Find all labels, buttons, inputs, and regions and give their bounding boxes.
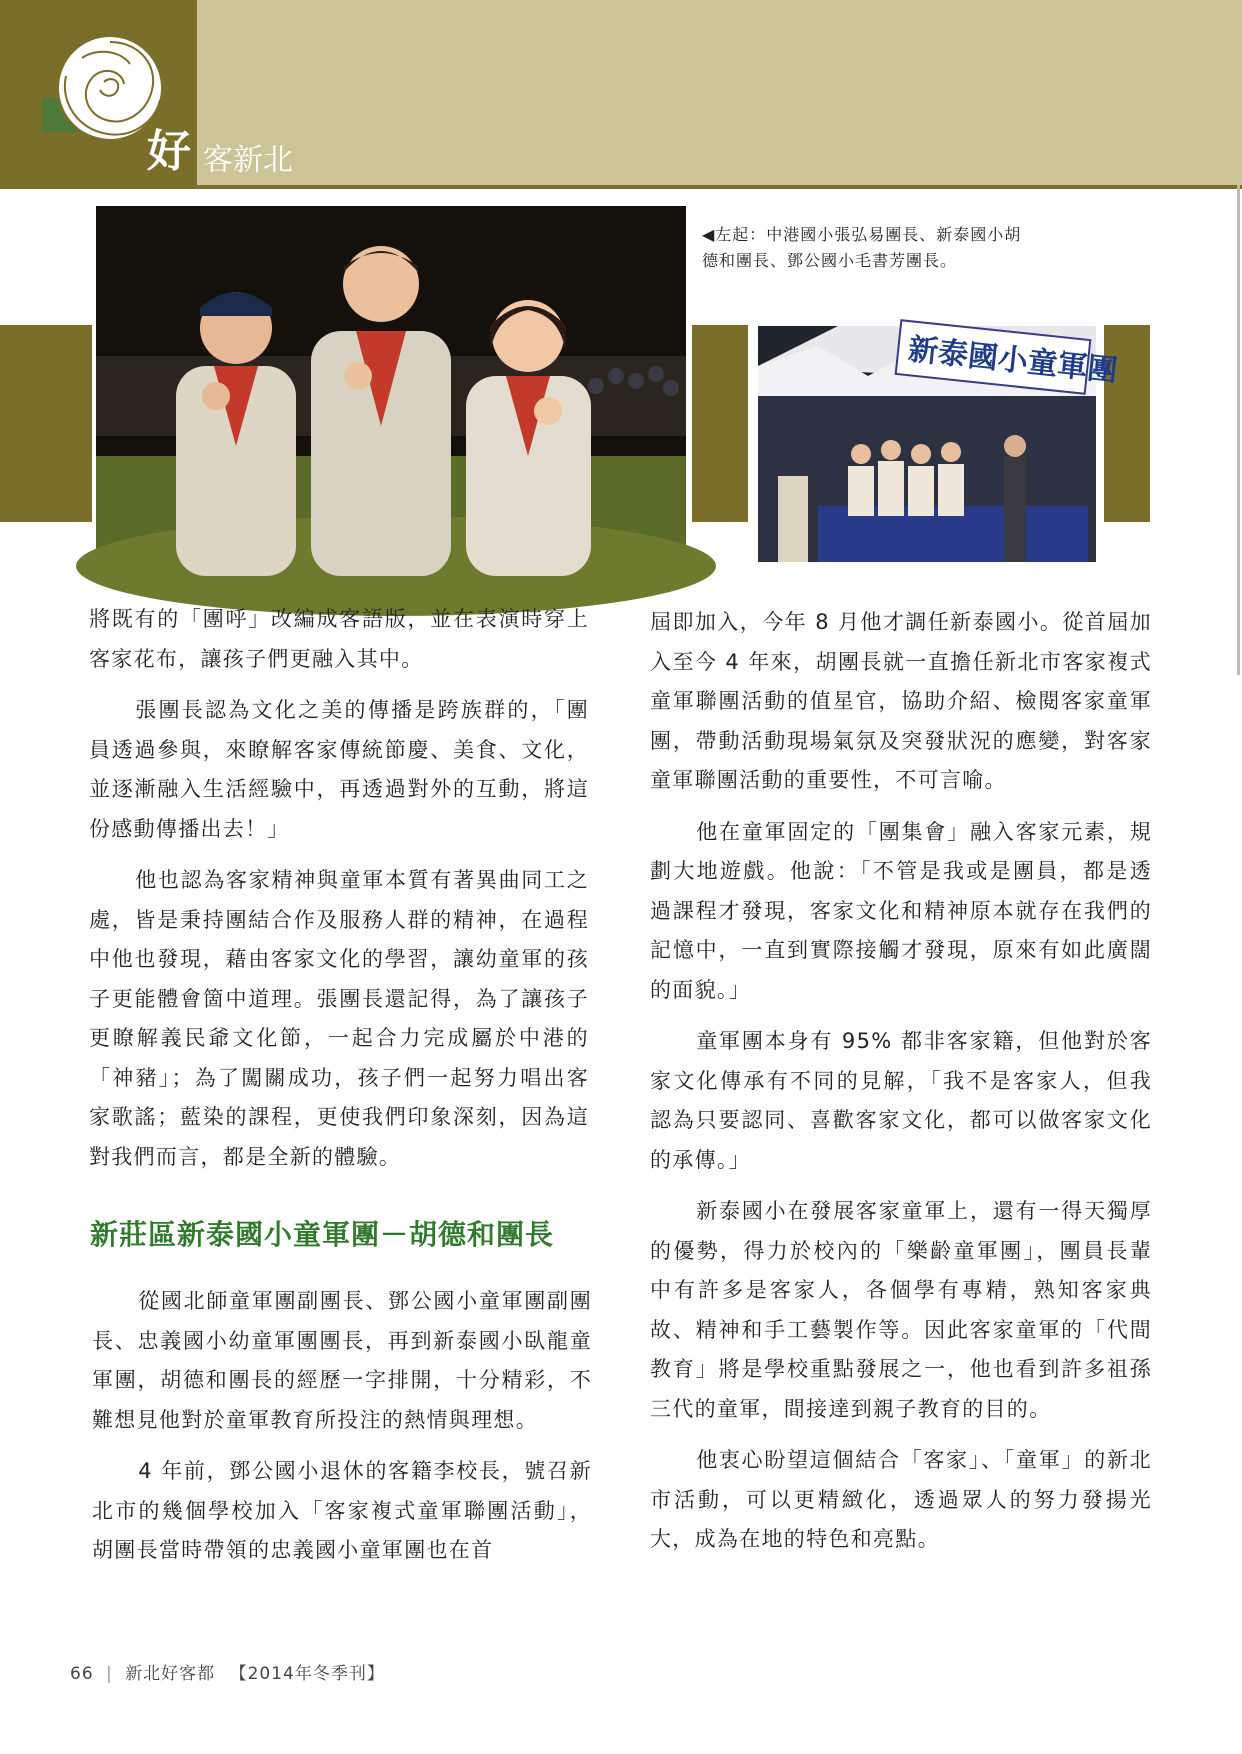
left-paragraph-1: 將既有的「團呼」改編成客語版，並在表演時穿上客家花布，讓孩子們更融入其中。	[89, 607, 589, 671]
right-paragraph-5: 他衷心盼望這個結合「客家」、「童軍」的新北市活動，可以更精緻化，透過眾人的努力發揚光大，成為在地的特色和亮點。	[650, 1448, 1152, 1551]
page-edge-line	[1237, 185, 1240, 675]
left-side-bar	[0, 325, 92, 522]
middle-side-bar	[692, 325, 748, 522]
header-rule	[0, 185, 1242, 189]
section-title: 新莊區新泰國小童軍團－胡德和團長	[90, 1218, 555, 1251]
photo-scout-leaders	[96, 206, 686, 574]
right-paragraph-3: 童軍團本身有 95% 都非客家籍，但他對於客家文化傳承有不同的見解，「我不是客家人，但我認為只要認同、喜歡客家文化，都可以做客家文化的承傳。」	[650, 1029, 1152, 1172]
right-paragraph-4: 新泰國小在發展客家童軍上，還有一得天獨厚的優勢，得力於校內的「樂齡童軍團」，團員長輩中有許多是客家人，各個學有專精，熟知客家典故、精神和手工藝製作等。因此客家童軍的「代間教育」將是學校重點發展之一，他也看到許多祖孫三代的童軍，間接達到親子教育的目的。	[650, 1199, 1152, 1421]
issue-label: 【2014年冬季刊】	[229, 1664, 385, 1684]
left-paragraph-4: 從國北師童軍團副團長、鄧公國小童軍團副團長、忠義國小幼童軍團團長，再到新泰國小臥龍童軍團，胡德和團長的經歷一字排開，十分精彩，不難想見他對於童軍教育所投注的熱情與理想。	[92, 1289, 592, 1432]
booth-banner-text: 新泰國小童軍團	[906, 332, 1119, 389]
left-paragraph-2: 張團長認為文化之美的傳播是跨族群的，「團員透過參與，來瞭解客家傳統節慶、美食、文化，並逐漸融入生活經驗中，再透過對外的互動，將這份感動傳播出去！」	[89, 698, 589, 841]
left-column	[89, 600, 589, 1189]
header-band	[197, 0, 1242, 185]
photo-xintai-booth	[758, 326, 1119, 562]
magazine-name: 新北好客都	[125, 1664, 216, 1684]
brand-title: 客新北	[203, 143, 293, 178]
right-column	[650, 603, 1152, 1572]
footer-separator: |	[106, 1664, 113, 1684]
photo-caption: ◀左起：中港國小張弘易團長、新泰國小胡德和團長、鄧公國小毛書芳團長。	[702, 225, 1022, 270]
left-paragraph-3: 他也認為客家精神與童軍本質有著異曲同工之處，皆是秉持團結合作及服務人群的精神，在過程中他也發現，藉由客家文化的學習，讓幼童軍的孩子更能體會箇中道理。張團長還記得，為了讓孩子更瞭解義民爺文化節，一起合力完成屬於中港的「神豬」；為了闖關成功，孩子們一起努力唱出客家歌謠；藍染的課程，更使我們印象深刻，因為這對我們而言，都是全新的體驗。	[89, 868, 589, 1169]
left-column-lower	[92, 1282, 592, 1583]
page-number: 66	[70, 1664, 94, 1684]
footer	[70, 1659, 385, 1684]
right-paragraph-2: 他在童軍固定的「團集會」融入客家元素，規劃大地遊戲。他說：「不管是我或是團員，都是透過課程才發現，客家文化和精神原本就存在我們的記憶中，一直到實際接觸才發現，原來有如此廣闊的面貌。」	[650, 819, 1152, 1002]
right-paragraph-1: 屆即加入，今年 8 月他才調任新泰國小。從首屆加入至今 4 年來，胡團長就一直擔任新北市客家複式童軍聯團活動的值星官，協助介紹、檢閱客家童軍團，帶動活動現場氣氛及突發狀況的應變，對客家童軍聯團活動的重要性，不可言喻。	[650, 610, 1152, 792]
left-paragraph-5: 4 年前，鄧公國小退休的客籍李校長，號召新北市的幾個學校加入「客家複式童軍聯團活動」，胡團長當時帶領的忠義國小童軍團也在首	[92, 1459, 592, 1562]
brand-first-char: 好	[147, 126, 191, 177]
